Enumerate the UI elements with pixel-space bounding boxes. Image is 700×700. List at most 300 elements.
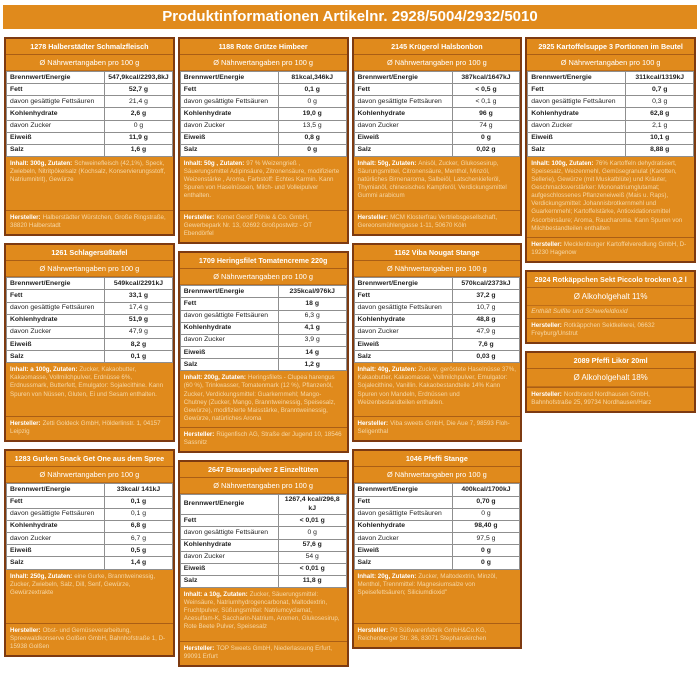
nutrition-value: 2,1 g (626, 120, 694, 132)
nutrition-row (354, 302, 520, 314)
nutrition-row (180, 120, 346, 132)
nutrition-label: Eiweiß (7, 339, 105, 351)
card-column (4, 37, 175, 664)
nutrition-value: 11,8 g (278, 575, 346, 587)
nutrition-label: Salz (354, 351, 452, 363)
nutrition-table (354, 483, 521, 569)
nutrition-value: 0,8 g (278, 132, 346, 144)
nutrition-value: 81kcal,346kJ (278, 72, 346, 84)
nutrition-label: Brennwert/Energie (528, 72, 626, 84)
ingredients-text (354, 570, 521, 623)
manufacturer-label: Hersteller: (183, 214, 215, 222)
nutrition-value: 0,70 g (452, 496, 520, 508)
manufacturer-label: Hersteller: (531, 322, 562, 330)
nutrition-row (180, 310, 346, 322)
nutrition-value: 400kcal/1700kJ (452, 484, 520, 496)
product-card (178, 460, 349, 667)
nutrition-value: 0,7 g (626, 84, 694, 96)
manufacturer-text (180, 427, 347, 451)
nutrition-table (180, 285, 347, 371)
nutrition-value: 37,2 g (452, 290, 520, 302)
nutrition-row (354, 72, 520, 84)
nutrition-label: Eiweiß (354, 339, 452, 351)
nutrition-label: Fett (180, 515, 278, 527)
nutrition-label: davon Zucker (354, 533, 452, 545)
nutrition-value: 1,4 g (105, 557, 173, 569)
manufacturer-label: Hersteller: (531, 240, 562, 248)
nutrition-value: 570kcal/2373kJ (452, 278, 520, 290)
nutrition-label: davon gesättigte Fettsäuren (528, 96, 626, 108)
ingredients-text (354, 157, 521, 210)
product-card (4, 37, 175, 236)
nutrition-label: Kohlenhydrate (7, 108, 105, 120)
card-column (525, 37, 696, 420)
product-card (525, 37, 696, 263)
nutrition-row (354, 132, 520, 144)
nutrition-label: Brennwert/Energie (7, 484, 105, 496)
nutrition-label: davon gesättigte Fettsäuren (354, 508, 452, 520)
nutrition-value: 54 g (278, 551, 346, 563)
manufacturer-text (354, 416, 521, 440)
nutrition-value: 0,1 g (105, 351, 173, 363)
alcohol-subtitle: Ø Alkoholgehalt 18% (527, 369, 694, 387)
nutrition-row (354, 557, 520, 569)
manufacturer-text (180, 641, 347, 665)
nutrition-row (180, 132, 346, 144)
ingredients-text (180, 371, 347, 426)
nutrition-label: davon gesättigte Fettsäuren (180, 96, 278, 108)
nutrition-label: Salz (7, 557, 105, 569)
manufacturer-text (354, 210, 521, 234)
nutrition-row (354, 545, 520, 557)
ingredients-label: Inhalt: 300g, Zutaten: (10, 160, 73, 168)
ingredients-value: Heringsfilets - Clupea harengus (60 %), Trinkwasser, Tomatenmark (12 %), Pflanzenöl, Zucker, Verdickungsmittel: Guarkernmehl; Mango-Chutney (Zucker, Mango, Branntweinessig, Speisesalz, Gewürze), modifizierte Maisstärke, Branntweinessig, Gewürze, natürliches Aroma (183, 374, 336, 422)
nutrition-row (354, 290, 520, 302)
nutrition-label: Brennwert/Energie (354, 72, 452, 84)
nutrition-row (7, 72, 173, 84)
ingredients-text (6, 157, 173, 210)
nutrition-row (354, 520, 520, 532)
nutrition-label: Brennwert/Energie (180, 72, 278, 84)
nutrition-row (180, 108, 346, 120)
manufacturer-text (527, 318, 694, 342)
ingredients-text (527, 157, 694, 237)
nutrition-row (180, 551, 346, 563)
nutrition-label: Salz (354, 144, 452, 156)
product-card-title: 2647 Brausepulver 2 Einzeltüten (180, 462, 347, 478)
product-card-title: 1046 Pfeffi Stange (354, 451, 521, 467)
nutrition-label: Eiweiß (528, 132, 626, 144)
nutrition-value: 549kcal/2291kJ (105, 278, 173, 290)
product-card-title: 2145 Krügerol Halsbonbon (354, 39, 521, 55)
nutrition-label: Kohlenhydrate (7, 520, 105, 532)
product-card-title: 1283 Gurken Snack Get One aus dem Spree (6, 451, 173, 467)
nutrition-value: 1,6 g (105, 144, 173, 156)
ingredients-text (354, 363, 521, 416)
nutrition-value: 10,7 g (452, 302, 520, 314)
ingredients-label: Inhalt: 50g, Zutaten: (357, 160, 417, 168)
nutrition-row (180, 144, 346, 156)
ingredients-value: 76% Kartoffeln dehydratisiert, Speisesalz, Weizenmehl, Gemüsegranulat (Karotten, Sellerie), Gewürze (mit Muskatblüte) und Kräuter, Geschmacksverstärker: Mononatriumglutamat; aufgeschlossenes Pflanzeneiweiß (Mais u. Raps), Verdickungsmittel: Johannisbrotkernmehl und Guarkernmehl; Kartoffelstärke, Antioxidationsmittel Ascorbinsäure; Aroma, Raucharoma. Kann Spuren von Milchbestandteilen enthalten (531, 160, 683, 232)
manufacturer-value: Halberstädter Würstchen, Große Ringstraße, 38820 Halberstadt (10, 214, 166, 230)
nutrition-row (354, 326, 520, 338)
manufacturer-value: Komet Gerolf Pöhle & Co. GmbH, Gewerbepark Nr. 13, 02692 Großpostwitz - OT Ebendörfel (183, 214, 312, 238)
nutrition-value: 387kcal/1647kJ (452, 72, 520, 84)
manufacturer-value: Zetti Goldeck GmbH, Hölderlinstr. 1, 04157 Leipzig (10, 420, 161, 436)
nutrition-value: 13,5 g (278, 120, 346, 132)
nutrition-row (7, 132, 173, 144)
nutrition-table (354, 71, 521, 157)
product-card (352, 449, 523, 648)
nutrition-row (7, 545, 173, 557)
nutrition-row (7, 302, 173, 314)
nutrition-label: Salz (354, 557, 452, 569)
nutrition-row (7, 326, 173, 338)
nutrition-row (354, 120, 520, 132)
ingredients-text (180, 588, 347, 641)
nutrition-label: Salz (7, 144, 105, 156)
nutrition-label: Fett (7, 84, 105, 96)
nutrition-subtitle: Ø Nährwertangaben pro 100 g (180, 478, 347, 494)
nutrition-label: davon Zucker (528, 120, 626, 132)
nutrition-subtitle: Ø Nährwertangaben pro 100 g (180, 269, 347, 285)
manufacturer-text (6, 416, 173, 440)
nutrition-label: Brennwert/Energie (7, 278, 105, 290)
nutrition-value: 0 g (452, 508, 520, 520)
nutrition-row (180, 322, 346, 334)
nutrition-row (528, 84, 694, 96)
nutrition-label: davon gesättigte Fettsäuren (180, 310, 278, 322)
manufacturer-label: Hersteller: (357, 214, 389, 222)
nutrition-label: Brennwert/Energie (354, 484, 452, 496)
nutrition-row (180, 359, 346, 371)
nutrition-value: 0,02 g (452, 144, 520, 156)
nutrition-row (354, 351, 520, 363)
allergen-note: Enthält Sulfite und Schwefeldioxid (531, 307, 628, 315)
nutrition-label: Fett (354, 84, 452, 96)
nutrition-row (180, 575, 346, 587)
nutrition-label: Salz (180, 144, 278, 156)
product-card (525, 351, 696, 413)
manufacturer-text (527, 237, 694, 261)
ingredients-label: Inhalt: 250g, Zutaten: (10, 572, 73, 580)
ingredients-text (180, 157, 347, 210)
nutrition-label: Eiweiß (180, 563, 278, 575)
nutrition-row (528, 144, 694, 156)
nutrition-value: 97,5 g (452, 533, 520, 545)
nutrition-row (354, 278, 520, 290)
nutrition-table (180, 494, 347, 588)
nutrition-label: Fett (354, 496, 452, 508)
nutrition-label: Brennwert/Energie (7, 72, 105, 84)
manufacturer-value: Pit Süßwarenfabrik GmbH&Co.KG, Reichenberger Str. 36, 83071 Stephanskirchen (357, 626, 487, 642)
nutrition-label: Fett (180, 298, 278, 310)
ingredients-label: Inhalt: 50g , Zutaten: (183, 160, 245, 168)
nutrition-subtitle: Ø Nährwertangaben pro 100 g (6, 261, 173, 277)
nutrition-label: Kohlenhydrate (7, 314, 105, 326)
nutrition-label: davon Zucker (7, 326, 105, 338)
nutrition-row (180, 334, 346, 346)
nutrition-value: 0,1 g (278, 84, 346, 96)
nutrition-value: 2,6 g (105, 108, 173, 120)
nutrition-label: Brennwert/Energie (180, 494, 278, 514)
nutrition-value: < 0,1 g (452, 96, 520, 108)
manufacturer-label: Hersteller: (183, 645, 215, 653)
nutrition-row (7, 351, 173, 363)
nutrition-row (354, 484, 520, 496)
ingredients-label: Inhalt: a 100g, Zutaten: (10, 366, 78, 374)
nutrition-label: Fett (528, 84, 626, 96)
ingredients-text (6, 570, 173, 623)
nutrition-value: 0 g (278, 96, 346, 108)
nutrition-value: 17,4 g (105, 302, 173, 314)
nutrition-row (354, 84, 520, 96)
nutrition-label: Eiweiß (180, 132, 278, 144)
nutrition-label: Fett (7, 496, 105, 508)
nutrition-value: 0,5 g (105, 545, 173, 557)
manufacturer-label: Hersteller: (357, 420, 389, 428)
nutrition-label: Kohlenhydrate (180, 322, 278, 334)
nutrition-label: Salz (7, 351, 105, 363)
product-card-title: 1709 Heringsfilet Tomatencreme 220g (180, 253, 347, 269)
nutrition-row (7, 96, 173, 108)
nutrition-row (7, 290, 173, 302)
manufacturer-value: MCM Klosterfrau Vertriebsgesellschaft, Gereonsmühlengasse 1-11, 50670 Köln (357, 214, 498, 230)
nutrition-row (180, 72, 346, 84)
product-card (4, 449, 175, 656)
nutrition-subtitle: Ø Nährwertangaben pro 100 g (6, 467, 173, 483)
nutrition-row (7, 339, 173, 351)
product-card-title: 1162 Viba Nougat Stange (354, 245, 521, 261)
nutrition-value: 47,9 g (452, 326, 520, 338)
nutrition-row (180, 539, 346, 551)
nutrition-row (354, 508, 520, 520)
product-card (525, 270, 696, 344)
nutrition-value: 74 g (452, 120, 520, 132)
nutrition-value: 4,1 g (278, 322, 346, 334)
nutrition-row (528, 132, 694, 144)
nutrition-table (527, 71, 694, 157)
nutrition-value: 10,1 g (626, 132, 694, 144)
card-column (178, 37, 349, 674)
nutrition-label: Salz (180, 359, 278, 371)
manufacturer-text (354, 623, 521, 647)
nutrition-label: Eiweiß (7, 545, 105, 557)
nutrition-subtitle: Ø Nährwertangaben pro 100 g (354, 261, 521, 277)
nutrition-row (528, 120, 694, 132)
nutrition-value: 57,6 g (278, 539, 346, 551)
nutrition-row (7, 120, 173, 132)
nutrition-row (354, 144, 520, 156)
nutrition-row (180, 84, 346, 96)
nutrition-value: 7,6 g (452, 339, 520, 351)
manufacturer-label: Hersteller: (357, 626, 389, 634)
nutrition-row (7, 108, 173, 120)
nutrition-label: Kohlenhydrate (354, 314, 452, 326)
manufacturer-label: Hersteller: (531, 391, 562, 399)
manufacturer-value: TOP Sweets GmbH, Niederlassung Erfurt, 99091 Erfurt (183, 645, 333, 661)
nutrition-row (7, 84, 173, 96)
nutrition-label: davon Zucker (180, 334, 278, 346)
nutrition-value: 18 g (278, 298, 346, 310)
nutrition-value: 62,8 g (626, 108, 694, 120)
nutrition-row (7, 508, 173, 520)
nutrition-label: Kohlenhydrate (528, 108, 626, 120)
nutrition-value: 51,9 g (105, 314, 173, 326)
manufacturer-value: Rotkäppchen Sektkellerei, 06632 Freyburg/Unstrut (531, 322, 655, 338)
nutrition-label: Eiweiß (180, 347, 278, 359)
nutrition-label: davon gesättigte Fettsäuren (7, 302, 105, 314)
ingredients-value: eine Gurke, Branntweinessig, Zucker, Zwiebeln, Salz, Dill, Senf, Gewürze, Gewürzextrakte (10, 572, 156, 596)
nutrition-subtitle: Ø Nährwertangaben pro 100 g (6, 55, 173, 71)
nutrition-value: 235kcal/976kJ (278, 286, 346, 298)
nutrition-row (7, 496, 173, 508)
nutrition-row (180, 563, 346, 575)
nutrition-row (180, 298, 346, 310)
manufacturer-value: Rügenfisch AG, Straße der Jugend 10, 18546 Sassnitz (183, 430, 342, 446)
product-card-title: 2924 Rotkäppchen Sekt Piccolo trocken 0,2 l (527, 272, 694, 288)
nutrition-row (528, 72, 694, 84)
nutrition-row (180, 286, 346, 298)
ingredients-value: Zucker, Maltodextrin, Minzöl, Menthol, Trennmittel: Magnesiumsalze von Speisefettsäuren; Siliciumdioxid" (357, 572, 498, 596)
nutrition-label: davon Zucker (354, 120, 452, 132)
nutrition-label: davon Zucker (354, 326, 452, 338)
ingredients-label: Inhalt: 200g, Zutaten: (183, 374, 246, 382)
nutrition-row (354, 108, 520, 120)
manufacturer-label: Hersteller: (10, 214, 41, 222)
ingredients-value: Zucker, Kakaobutter, Kakaomasse, Vollmilchpulver, Erdnüsse 6%, Erdnussmark, Butterfett, Emulgator: Sojalecithine. Kann Spuren von Nüssen, Gluten, Ei und Sesam enthalten. (10, 366, 164, 398)
nutrition-value: 0 g (452, 132, 520, 144)
nutrition-value: 98,40 g (452, 520, 520, 532)
nutrition-subtitle: Ø Nährwertangaben pro 100 g (354, 467, 521, 483)
manufacturer-text (6, 210, 173, 234)
nutrition-row (7, 484, 173, 496)
product-card-title: 1261 Schlagersüßtafel (6, 245, 173, 261)
nutrition-label: Salz (528, 144, 626, 156)
product-card-title: 1278 Halberstädter Schmalzfleisch (6, 39, 173, 55)
nutrition-value: 21,4 g (105, 96, 173, 108)
nutrition-row (7, 144, 173, 156)
nutrition-row (354, 314, 520, 326)
nutrition-value: 0 g (452, 557, 520, 569)
nutrition-label: Eiweiß (7, 132, 105, 144)
nutrition-value: 52,7 g (105, 84, 173, 96)
manufacturer-label: Hersteller: (183, 430, 215, 438)
nutrition-value: 1,2 g (278, 359, 346, 371)
nutrition-row (180, 527, 346, 539)
nutrition-row (354, 339, 520, 351)
manufacturer-value: Viba sweets GmbH, Die Aue 7, 98593 Floh-Seligenthal (357, 420, 510, 436)
product-card (352, 243, 523, 442)
ingredients-label: Inhalt: 40g, Zutaten: (357, 366, 417, 374)
nutrition-value: < 0,01 g (278, 515, 346, 527)
nutrition-label: davon Zucker (7, 533, 105, 545)
card-column (352, 37, 523, 656)
nutrition-label: Eiweiß (354, 545, 452, 557)
nutrition-row (528, 108, 694, 120)
nutrition-label: Fett (7, 290, 105, 302)
nutrition-row (180, 494, 346, 514)
nutrition-label: Kohlenhydrate (180, 539, 278, 551)
nutrition-table (6, 483, 173, 569)
nutrition-value: 6,3 g (278, 310, 346, 322)
nutrition-row (180, 347, 346, 359)
nutrition-value: 1267,4 kcal/296,8 kJ (278, 494, 346, 514)
cards-grid (0, 37, 700, 674)
nutrition-value: 19,0 g (278, 108, 346, 120)
nutrition-label: Salz (180, 575, 278, 587)
nutrition-value: 33kcal/ 141kJ (105, 484, 173, 496)
manufacturer-label: Hersteller: (10, 420, 41, 428)
product-card-title: 2089 Pfeffi Likör 20ml (527, 353, 694, 369)
nutrition-row (528, 96, 694, 108)
nutrition-row (180, 515, 346, 527)
nutrition-subtitle: Ø Nährwertangaben pro 100 g (354, 55, 521, 71)
nutrition-value: 0 g (278, 527, 346, 539)
nutrition-label: davon gesättigte Fettsäuren (7, 96, 105, 108)
nutrition-table (6, 277, 173, 363)
nutrition-table (6, 71, 173, 157)
nutrition-value: < 0,5 g (452, 84, 520, 96)
nutrition-table (354, 277, 521, 363)
ingredients-value: Anisöl, Zucker, Glukosesirup, Säurungsmittel, Citronensäure, Menthol, Minzöl, natürliches Birnenaroma, Salbeiöl, Latschenkieferöl, Thymianöl, chinesisches Kampferöl, Verdickungsmittel Gummi arabicum (357, 160, 507, 200)
ingredients-value: Zucker, Säuerungsmittel: Weinsäure, Natriumhydrogencarbonat, Maltodextrin, Fruchtpulver, Süßungsmittel: Natriumcyclamat, Acesulfam-K, Saccharin-Natrium, Aromen, Glukosesirup, Rote Beete Pulver, Speisesalz (183, 591, 340, 631)
product-card (178, 251, 349, 453)
nutrition-table (180, 71, 347, 157)
nutrition-row (7, 278, 173, 290)
nutrition-value: 33,1 g (105, 290, 173, 302)
nutrition-value: 8,88 g (626, 144, 694, 156)
nutrition-label: Eiweiß (354, 132, 452, 144)
nutrition-row (7, 557, 173, 569)
nutrition-row (354, 96, 520, 108)
manufacturer-value: Nordbrand Nordhausen GmbH, Bahnhofstraße 25, 99734 Nordhausen/Harz (531, 391, 652, 407)
nutrition-value: 14 g (278, 347, 346, 359)
nutrition-value: 0,1 g (105, 508, 173, 520)
ingredients-text (6, 363, 173, 416)
product-card-title: 1188 Rote Grütze Himbeer (180, 39, 347, 55)
nutrition-value: < 0,01 g (278, 563, 346, 575)
nutrition-row (7, 533, 173, 545)
nutrition-value: 8,2 g (105, 339, 173, 351)
nutrition-value: 6,8 g (105, 520, 173, 532)
ingredients-label: Inhalt: 20g, Zutaten: (357, 572, 417, 580)
ingredients-value: 97 % Weizengrieß , Säuerungsmittel Adipinsäure, Zitronensäure, modifizierte Weizenstärke , Aroma, Farbstoff: Echtes Karmin. Kann Spuren von Haselnüssen, Milch- und Volleipulver enthalten. (183, 160, 340, 200)
ingredients-value: Schweinefleisch (42,1%), Speck, Zwiebeln, Nitritpökelsalz (Kochsalz, Konservierungsstoff, Natriumnitrit), Gewürze (10, 160, 166, 184)
product-card (178, 37, 349, 244)
nutrition-label: davon gesättigte Fettsäuren (7, 508, 105, 520)
nutrition-value: 547,9kcal/2293,8kJ (105, 72, 173, 84)
manufacturer-text (6, 623, 173, 655)
nutrition-value: 11,9 g (105, 132, 173, 144)
nutrition-label: Fett (180, 84, 278, 96)
nutrition-value: 0 g (105, 120, 173, 132)
nutrition-label: davon gesättigte Fettsäuren (180, 527, 278, 539)
manufacturer-value: Mecklenburger Kartoffelveredlung GmbH, D-19230 Hagenow (531, 240, 687, 256)
nutrition-row (354, 496, 520, 508)
ingredients-label: Inhalt: 100g, Zutaten: (531, 160, 594, 168)
nutrition-label: Kohlenhydrate (180, 108, 278, 120)
manufacturer-value: Obst- und Gemüseverarbeitung, Spreewaldkonserve Golßen GmbH, Bahnhofstraße 1, D-15938 Golßen (10, 626, 166, 650)
nutrition-label: Kohlenhydrate (354, 108, 452, 120)
nutrition-label: davon Zucker (180, 551, 278, 563)
nutrition-label: Kohlenhydrate (354, 520, 452, 532)
ingredients-value: Zucker, geröstete Haselnüsse 37%, Kakaobutter, Kakaomasse, Vollmilchpulver, Emulgator: Sojalecithine, Vanillin. Kakaobestandteile 14% Kann Spuren von Mandeln, Erdnüssen und Weizenbestandteilen enthalten. (357, 366, 516, 406)
nutrition-value: 311kcal/1319kJ (626, 72, 694, 84)
nutrition-label: davon gesättigte Fettsäuren (354, 96, 452, 108)
nutrition-row (354, 533, 520, 545)
alcohol-subtitle: Ø Alkoholgehalt 11% (527, 288, 694, 306)
